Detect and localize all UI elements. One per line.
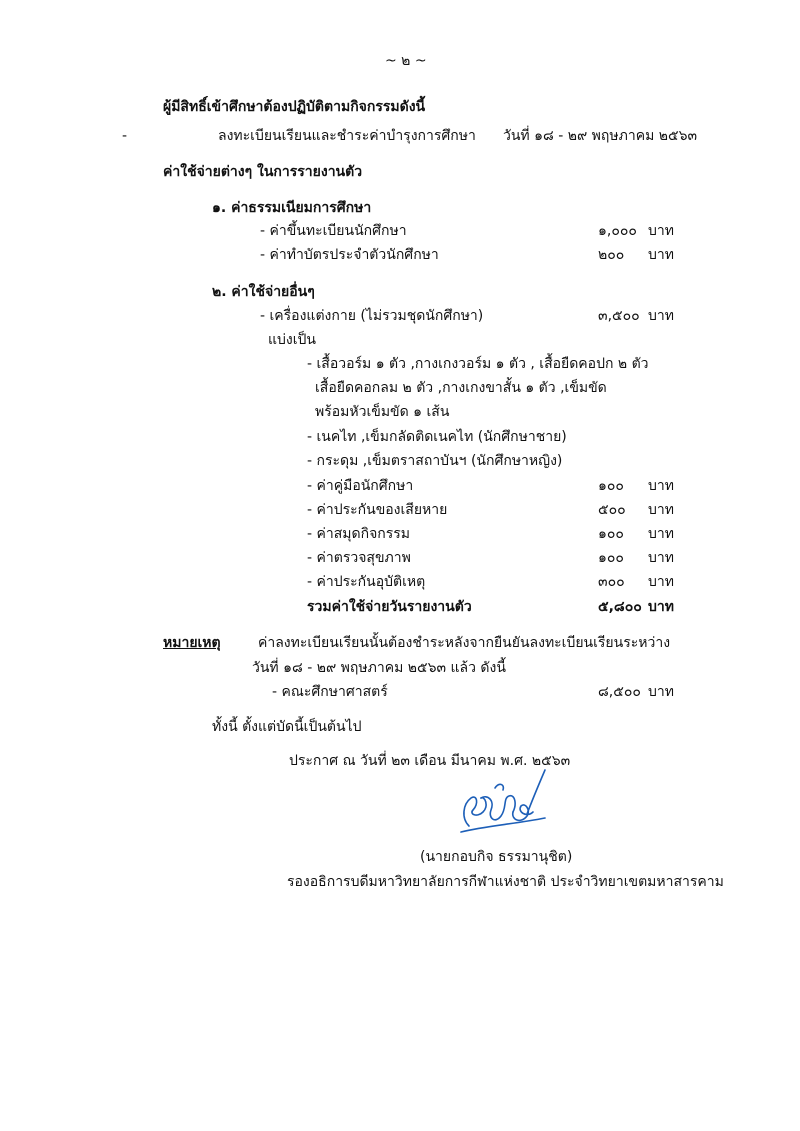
clothing-detail-line: - เสื้อวอร์ม ๑ ตัว ,กางเกงวอร์ม ๑ ตัว , เสื้อยืดคอปก ๒ ตัว: [307, 356, 649, 372]
note-label: หมายเหตุ: [163, 635, 221, 651]
note-item-unit: บาท: [648, 684, 674, 700]
expense-item-unit: บาท: [648, 526, 674, 542]
expense-item-label: - ค่าตรวจสุขภาพ: [307, 550, 411, 566]
clothing-detail-line: พร้อมหัวเข็มขัด ๑ เส้น: [315, 404, 450, 420]
total-amount: ๕,๘๐๐: [598, 599, 642, 615]
expense-item-amount: ๕๐๐: [598, 502, 626, 518]
expense-item-amount: ๑๐๐: [598, 550, 624, 566]
expense-item-amount: ๑๐๐: [598, 526, 624, 542]
handwritten-signature: [455, 768, 555, 840]
clothing-unit: บาท: [648, 308, 674, 324]
expense-item-label: - ค่าขึ้นทะเบียนนักศึกษา: [260, 223, 407, 239]
expense-item-label: - ค่าทำบัตรประจำตัวนักศึกษา: [260, 247, 439, 263]
clothing-amount: ๓,๕๐๐: [598, 308, 640, 324]
expense-item-unit: บาท: [648, 574, 674, 590]
section-heading: ผู้มีสิทธิ์เข้าศึกษาต้องปฏิบัติตามกิจกรรมดังนี้: [163, 99, 426, 115]
expense-item-label: - ค่าสมุดกิจกรรม: [307, 526, 411, 542]
expense-item-label: - ค่าคู่มือนักศึกษา: [307, 478, 414, 494]
expense-item-unit: บาท: [648, 550, 674, 566]
expense-item-unit: บาท: [648, 247, 674, 263]
note-line: วันที่ ๑๘ - ๒๙ พฤษภาคม ๒๕๖๓ แล้ว ดังนี้: [252, 660, 506, 676]
clothing-detail-line: เสื้อยืดคอกลม ๒ ตัว ,กางเกงขาสั้น ๑ ตัว ,เข็มขัด: [315, 380, 607, 396]
clothing-detail-line: - เนคไท ,เข็มกลัดติดเนคไท (นักศึกษาชาย): [307, 429, 567, 445]
expense-item-label: - ค่าประกันอุบัติเหตุ: [307, 574, 426, 590]
expense-item-amount: ๓๐๐: [598, 574, 625, 590]
expense-item-label: - ค่าประกันของเสียหาย: [307, 502, 448, 518]
note-line: ค่าลงทะเบียนเรียนนั้นต้องชำระหลังจากยืนยันลงทะเบียนเรียนระหว่าง: [258, 635, 671, 651]
expense-item-unit: บาท: [648, 502, 674, 518]
section2-title: ๒. ค่าใช้จ่ายอื่นๆ: [212, 284, 315, 300]
schedule-activity: ลงทะเบียนเรียนและชำระค่าบำรุงการศึกษา: [218, 128, 476, 144]
effective-statement: ทั้งนี้ ตั้งแต่บัดนี้เป็นต้นไป: [212, 719, 362, 735]
total-unit: บาท: [648, 599, 674, 615]
divided-into-label: แบ่งเป็น: [268, 332, 316, 348]
expense-item-amount: ๒๐๐: [598, 247, 625, 263]
note-item-label: - คณะศึกษาศาสตร์: [272, 684, 388, 700]
section1-title: ๑. ค่าธรรมเนียมการศึกษา: [212, 200, 372, 216]
expense-item-amount: ๑,๐๐๐: [598, 223, 637, 239]
total-label: รวมค่าใช้จ่ายวันรายงานตัว: [307, 599, 472, 615]
page-number: ~ ๒ ~: [385, 53, 427, 69]
schedule-date: วันที่ ๑๘ - ๒๙ พฤษภาคม ๒๕๖๓: [503, 128, 698, 144]
clothing-label: - เครื่องแต่งกาย (ไม่รวมชุดนักศึกษา): [260, 308, 484, 324]
expense-item-unit: บาท: [648, 478, 674, 494]
expense-item-amount: ๑๐๐: [598, 478, 624, 494]
signer-name: (นายกอบกิจ ธรรมานุชิต): [420, 849, 573, 865]
signer-position: รองอธิการบดีมหาวิทยาลัยการกีฬาแห่งชาติ ประจำวิทยาเขตมหาสารคาม: [287, 874, 724, 890]
schedule-dash: -: [122, 128, 128, 144]
clothing-detail-line: - กระดุม ,เข็มตราสถาบันฯ (นักศึกษาหญิง): [307, 453, 563, 469]
expenses-heading: ค่าใช้จ่ายต่างๆ ในการรายงานตัว: [163, 164, 363, 180]
announcement-date: ประกาศ ณ วันที่ ๒๓ เดือน มีนาคม พ.ศ. ๒๕๖๓: [289, 753, 571, 769]
note-item-amount: ๘,๕๐๐: [598, 684, 641, 700]
expense-item-unit: บาท: [648, 223, 674, 239]
